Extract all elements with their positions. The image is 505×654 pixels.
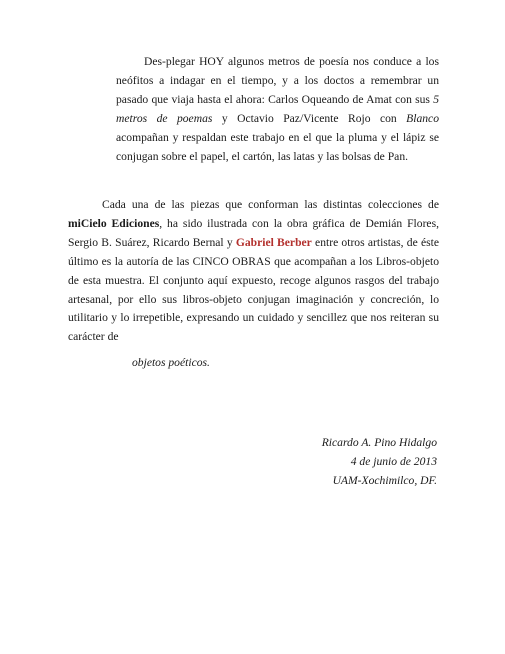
intro-text-2: y Octavio Paz/Vicente Rojo con: [212, 111, 407, 125]
title-blanco: Blanco: [406, 111, 439, 125]
signature-date: 4 de junio de 2013: [350, 454, 437, 468]
collections-text-1: Cada una de las piezas que conforman las distintas colecciones de: [102, 198, 439, 211]
intro-text-1: Des-plegar HOY algunos metros de poesía nos conduce a los neófitos a indagar en el tiempo, y a los doctos a remembrar un pasado que viaja hasta el ahora: Carlos Oqueando de Amat con sus: [116, 55, 439, 106]
intro-text-3: acompañan y respaldan este trabajo en el que la pluma y el lápiz se conjugan sobre el papel, el cartón, las latas y las bolsas de Pan.: [116, 130, 439, 163]
paragraph-intro: [116, 53, 439, 166]
publisher-name: miCielo Ediciones: [68, 216, 160, 230]
signature-block: [322, 434, 437, 491]
title-5-metros: 5 metros de poemas: [116, 92, 439, 125]
closing-phrase: objetos poéticos.: [132, 356, 210, 369]
collections-text-2: , ha sido ilustrada con la obra gráfica de Demián Flores, Sergio B. Suárez, Ricardo Bernal y: [68, 216, 439, 249]
artist-highlight: Gabriel Berber: [235, 235, 312, 249]
signature-place: UAM-Xochimilco, DF.: [332, 473, 437, 487]
signature-name: Ricardo A. Pino Hidalgo: [321, 436, 437, 449]
collections-text-3: entre otros artistas, de éste último es la autoría de las CINCO OBRAS que acompañan a los Libros-objeto de esta muestra. El conjunto aquí expuesto, recoge algunos rasgos del trabajo artesanal, por ello sus libros-objeto conjugan imaginación y concreción, lo utilitario y lo irrepetible, expresando un cuidado y sencillez que nos reiteran su carácter de: [68, 235, 439, 344]
paragraph-collections: [68, 196, 439, 347]
